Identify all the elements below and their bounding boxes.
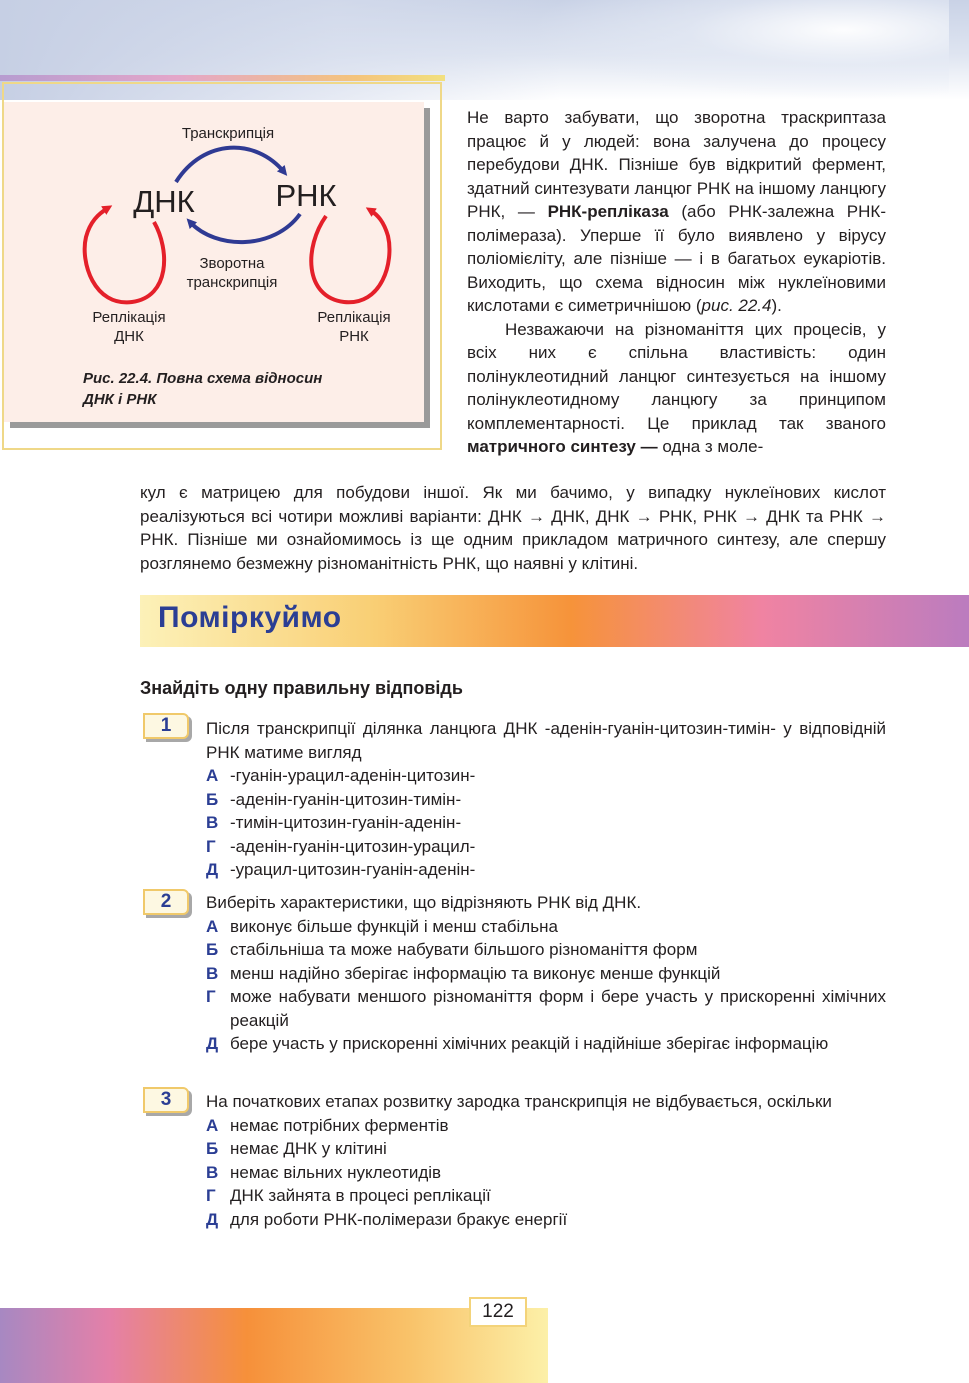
- option-text: немає ДНК у клітині: [230, 1139, 387, 1158]
- option-letter: Б: [206, 1139, 219, 1158]
- question-text: Виберіть характеристики, що відрізняють РНК від ДНК.: [206, 893, 642, 912]
- option-text: -аденін-гуанін-цитозин-тимін-: [230, 789, 462, 809]
- label-dna-replication-2: ДНК: [114, 328, 144, 345]
- option-letter: Д: [206, 1209, 219, 1229]
- task-instruction: Знайдіть одну правильну відповідь: [140, 678, 463, 698]
- answer-option[interactable]: [206, 938, 886, 962]
- paragraph-matrix-synthesis: Незважаючи на різноманіття цих процесів, у всіх них є спільна властивість: один полінуклеотидний ланцюг синтезується на іншому полінуклеотидному ланцюгу за принципом комплементарності. Це приклад так званого матричного синтезу — одна з моле-: [467, 319, 886, 456]
- option-text: немає потрібних ферментів: [230, 1115, 449, 1135]
- option-text: немає вільних нуклеотидів: [230, 1162, 442, 1182]
- option-text: для роботи РНК-полімерази бракує енергії: [230, 1209, 568, 1229]
- option-letter: В: [206, 1162, 219, 1182]
- answer-option[interactable]: [206, 1184, 886, 1208]
- figure-caption: [83, 368, 403, 410]
- label-rna: РНК: [275, 178, 337, 213]
- question-text: Після транскрипції ділянка ланцюга ДНК -аденін-гуанін-цитозин-тимін- у відповідній РНК матиме вигляд: [206, 719, 886, 762]
- answer-option[interactable]: [206, 788, 886, 812]
- rna-replication-arrow: [311, 210, 389, 302]
- answer-option[interactable]: [206, 835, 886, 859]
- label-transcription: Транскрипція: [181, 125, 275, 142]
- option-letter: Б: [206, 940, 219, 959]
- option-text: -тимін-цитозин-гуанін-аденін-: [230, 813, 462, 832]
- body-text-column: [467, 106, 886, 459]
- dna-replication-arrow: [85, 208, 164, 302]
- answer-option[interactable]: [206, 764, 886, 788]
- answer-option[interactable]: [206, 962, 886, 986]
- option-letter: Д: [206, 1034, 219, 1053]
- option-letter: Г: [206, 1186, 216, 1205]
- option-text: стабільніша та може набувати більшого різноманіття форм: [230, 940, 698, 959]
- option-letter: Г: [206, 836, 216, 856]
- answer-option[interactable]: [206, 985, 886, 1032]
- paragraph-reverse-transcriptase: Не варто забувати, що зворотна траскриптаза працює й у людей: вона залучена до процесу перебудови ДНК. Пізніше був відкритий фермент, здатний синтезувати ланцюг РНК на іншому ланцюгу РНК, — РНК-репліказа (або РНК-залежна РНК-полімераза). Уперше її було виявлено у вірусу поліомієліту, але пізніше — і в багатьох еукаріотів. Виходить, що схема відносин між нуклеїновими кислотами є симетричнішою (рис. 22.4).: [467, 108, 886, 315]
- label-reverse-1: Зворотна: [199, 255, 265, 272]
- footer-band: [0, 1308, 548, 1383]
- option-text: може набувати меншого різноманіття форм і бере участь у прискоренні хімічних реакцій: [230, 987, 886, 1030]
- answer-option[interactable]: [206, 1208, 886, 1232]
- figure-caption-line-1: Рис. 22.4. Повна схема відносин: [83, 370, 323, 387]
- question-3: [206, 1090, 886, 1231]
- question-number-badge: 1: [143, 713, 189, 739]
- header-stripe: [0, 75, 445, 81]
- label-rna-replication-1: Реплікація: [317, 309, 391, 326]
- answer-option[interactable]: [206, 1032, 886, 1056]
- label-dna: ДНК: [133, 184, 195, 219]
- label-reverse-2: транскрипція: [186, 274, 278, 291]
- option-letter: В: [206, 813, 219, 832]
- label-dna-replication-1: Реплікація: [92, 309, 166, 326]
- question-number-badge: 2: [143, 889, 189, 915]
- paragraph-matrix-synthesis-continued: кул є матрицею для побудови іншої. Як ми бачимо, у випадку нуклеїнових кислот реалізуються всі чотири можливі варіанти: ДНК → ДНК, ДНК → РНК, РНК → ДНК та РНК → РНК. Пізніше ми ознайомимось із ще одним прикладом матричного синтезу, але спершу розглянемо безмежну різноманітність РНК, що наявні у клітині.: [140, 483, 886, 573]
- option-letter: А: [206, 1115, 219, 1135]
- label-rna-replication-2: РНК: [339, 328, 369, 345]
- question-1: [206, 717, 886, 882]
- section-title: Поміркуймо: [158, 601, 342, 634]
- option-letter: Д: [206, 860, 219, 879]
- dna-rna-diagram: [4, 102, 424, 352]
- answer-option[interactable]: [206, 858, 886, 882]
- option-letter: Г: [206, 987, 216, 1006]
- question-number-badge: 3: [143, 1087, 189, 1113]
- option-text: менш надійно зберігає інформацію та виконує менше функцій: [230, 963, 721, 983]
- figure-caption-line-2: ДНК і РНК: [83, 391, 157, 408]
- answer-option[interactable]: [206, 1114, 886, 1138]
- page-number: 122: [469, 1297, 527, 1327]
- reverse-transcription-arrow: [190, 214, 300, 242]
- option-text: -аденін-гуанін-цитозин-урацил-: [230, 836, 476, 856]
- option-text: виконує більше функцій і менш стабільна: [230, 916, 558, 936]
- question-2: [206, 891, 886, 1056]
- answer-option[interactable]: [206, 915, 886, 939]
- answer-option[interactable]: [206, 1137, 886, 1161]
- option-text: бере участь у прискоренні хімічних реакцій і надійніше зберігає інформацію: [230, 1034, 829, 1053]
- transcription-arrow: [176, 148, 284, 182]
- option-letter: А: [206, 766, 219, 785]
- option-letter: А: [206, 916, 219, 936]
- option-text: ДНК зайнята в процесі реплікації: [230, 1186, 491, 1205]
- option-letter: В: [206, 963, 219, 983]
- option-text: -урацил-цитозин-гуанін-аденін-: [230, 860, 476, 879]
- answer-option[interactable]: [206, 811, 886, 835]
- answer-option[interactable]: [206, 1161, 886, 1185]
- question-text: На початкових етапах розвитку зародка транскрипція не відбувається, оскільки: [206, 1092, 832, 1111]
- option-letter: Б: [206, 789, 219, 809]
- option-text: -гуанін-урацил-аденін-цитозин-: [230, 766, 476, 785]
